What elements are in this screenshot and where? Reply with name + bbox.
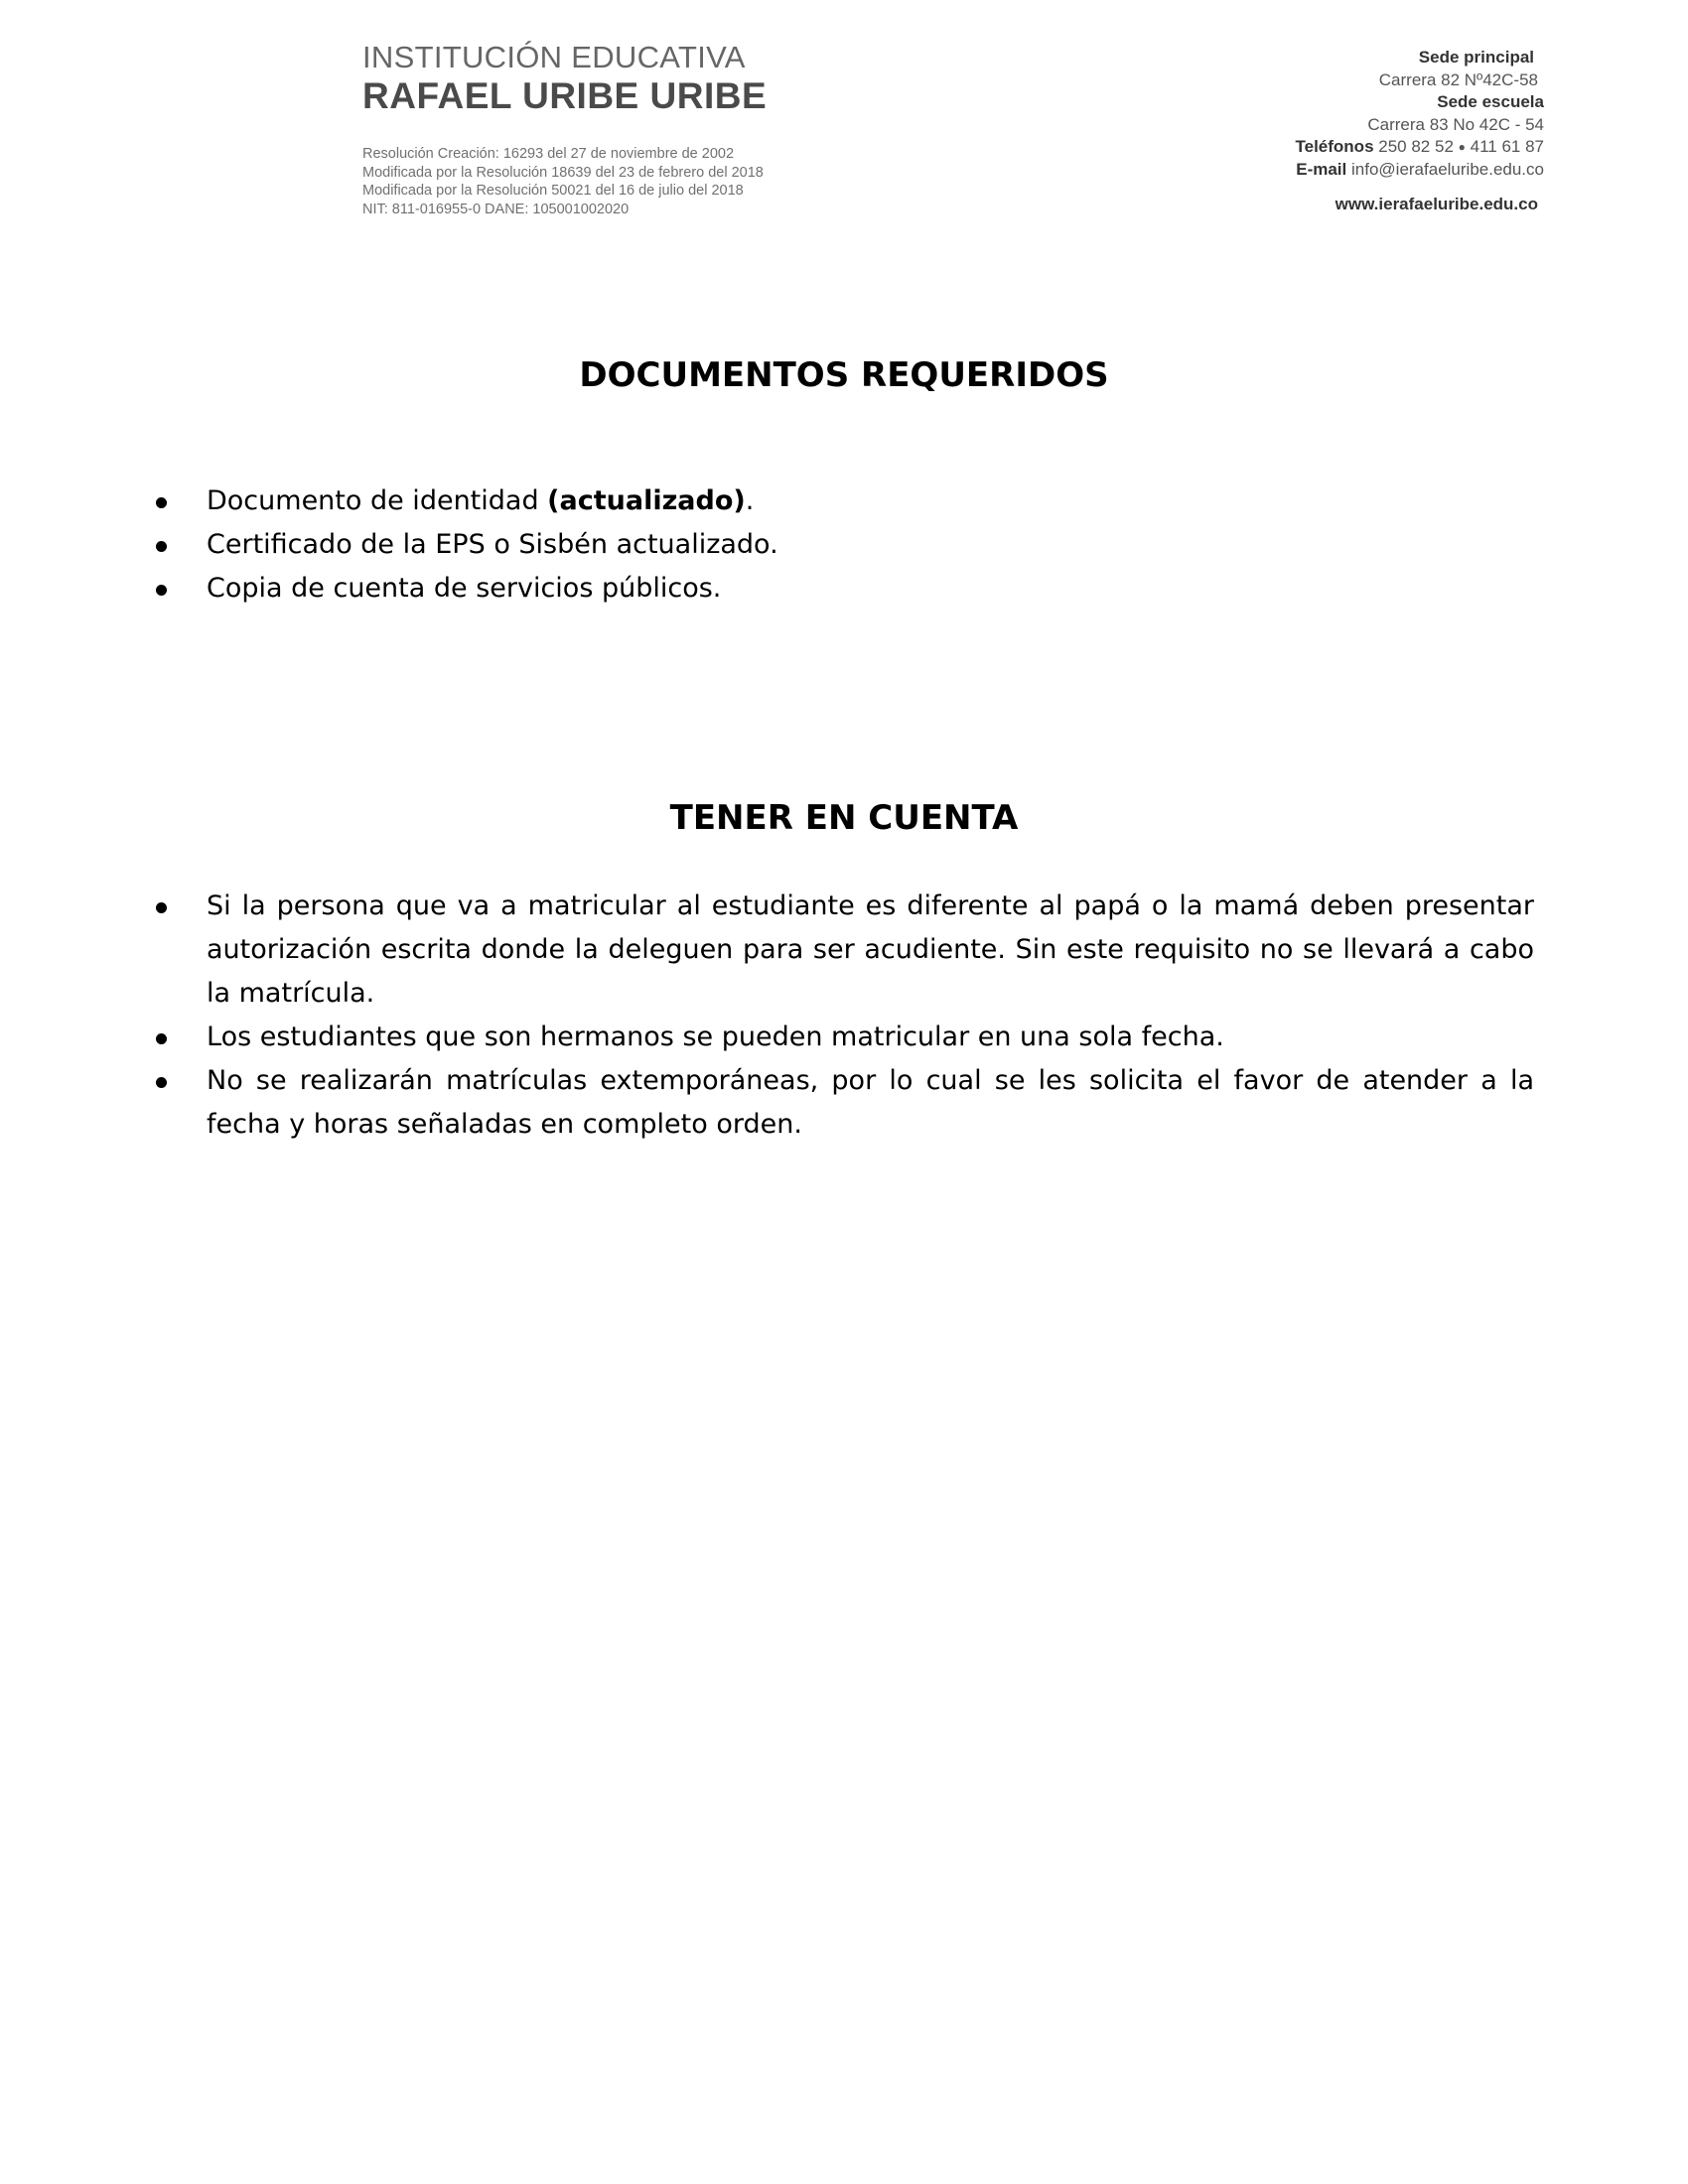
documentos-list (149, 479, 1534, 611)
contact-block (1187, 47, 1544, 216)
website-link[interactable]: www.ierafaeluribe.edu.co (1335, 195, 1538, 213)
bullet-icon (156, 541, 167, 552)
institution-name-line2: RAFAEL URIBE URIBE (362, 75, 768, 116)
email-label: E-mail (1296, 159, 1347, 179)
nit-dane-line: NIT: 811-016955-0 DANE: 105001002020 (362, 201, 630, 217)
tener-en-cuenta-title: TENER EN CUENTA (669, 798, 1019, 838)
list-item (149, 1016, 1534, 1059)
sede-escuela-label: Sede escuela (1437, 92, 1544, 111)
list-item (149, 523, 1534, 567)
list-item-text: Los estudiantes que son hermanos se pueden matricular en una sola fecha. (207, 1022, 1224, 1052)
resolution-line: Modificada por la Resolución 50021 del 16 de julio del 2018 (362, 183, 744, 199)
list-item-text: Certificado de la EPS o Sisbén actualizado. (207, 529, 778, 560)
resolution-line: Resolución Creación: 16293 del 27 de noviembre de 2002 (362, 146, 735, 162)
list-item-text: Copia de cuenta de servicios públicos. (207, 573, 722, 604)
list-item-text: Si la persona que va a matricular al estudiante es diferente al papá o la mamá deben presentar autorización escrita donde la deleguen para ser acudiente. Sin este requisito no se llevará a cabo la matrícula. (207, 890, 1534, 1009)
list-item-bold-text: (actualizado) (547, 485, 746, 516)
institution-name-line1: INSTITUCIÓN EDUCATIVA (362, 40, 746, 74)
documentos-title: DOCUMENTOS REQUERIDOS (579, 355, 1109, 395)
sede-principal-label: Sede principal (1418, 48, 1534, 67)
list-item (149, 1059, 1534, 1147)
bullet-icon (156, 1077, 167, 1088)
list-item (149, 885, 1534, 1016)
institution-header (362, 40, 879, 218)
resolution-line: Modificada por la Resolución 18639 del 23 de febrero del 2018 (362, 164, 764, 181)
email-link[interactable]: info@ierafaeluribe.edu.co (1351, 159, 1544, 179)
bullet-icon (156, 497, 167, 508)
separator-dot-icon: ● (1458, 140, 1466, 154)
bullet-icon (156, 902, 167, 913)
list-item-text-end: . (745, 485, 755, 516)
telefono-2: 411 61 87 (1470, 137, 1544, 156)
email-line (1187, 159, 1544, 182)
telefonos-label: Teléfonos (1295, 137, 1374, 156)
telefono-1: 250 82 52 (1378, 137, 1454, 156)
resolutions-block (362, 145, 879, 218)
list-item (149, 479, 1534, 523)
list-item (149, 567, 1534, 611)
sede-principal-address: Carrera 82 Nº42C-58 (1378, 69, 1538, 89)
list-item-text: No se realizarán matrículas extemporáneas, por lo cual se les solicita el favor de atender a la fecha y horas señaladas en completo orden. (207, 1065, 1534, 1140)
sede-escuela-address: Carrera 83 No 42C - 54 (1367, 114, 1544, 134)
list-item-text: Documento de identidad (207, 485, 548, 516)
bullet-icon (156, 1033, 167, 1044)
tener-en-cuenta-list (149, 885, 1534, 1147)
telefonos-line (1187, 136, 1544, 159)
bullet-icon (156, 585, 167, 596)
